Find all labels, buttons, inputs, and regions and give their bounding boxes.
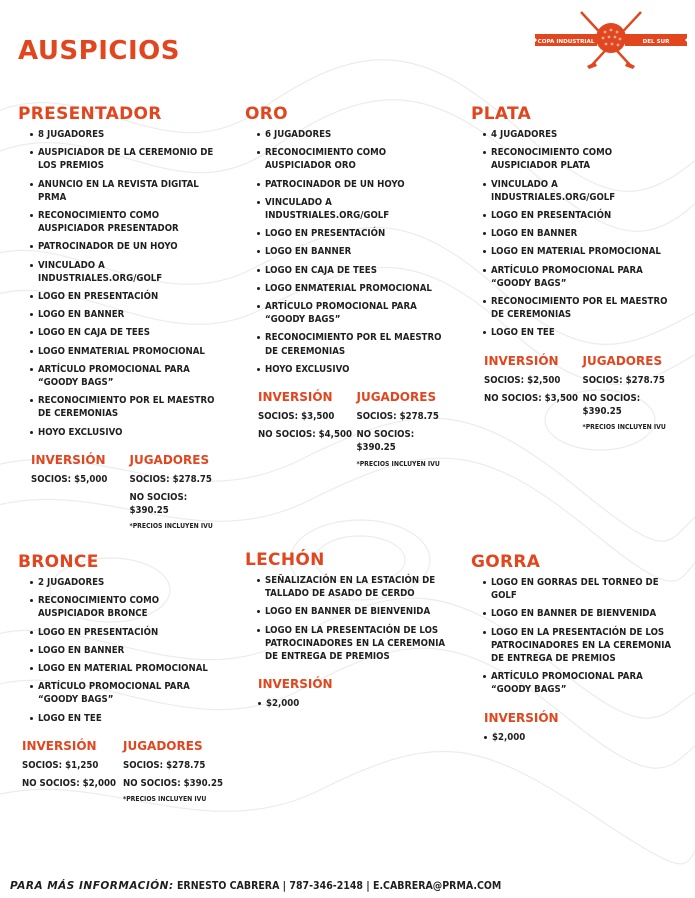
benefit-item: LOGO EN PRESENTACIÓN xyxy=(257,227,455,240)
benefit-item: LOGO EN CAJA DE TEES xyxy=(257,264,455,277)
benefit-item: LOGO ENMATERIAL PROMOCIONAL xyxy=(257,282,455,295)
benefit-item: RECONOCIMIENTO COMO AUSPICIADOR PLATA xyxy=(483,146,681,172)
benefit-list xyxy=(245,128,455,376)
tier-presentador xyxy=(18,104,228,531)
logo-right-text: DEL SUR xyxy=(642,39,670,45)
footer-contact-details: ERNESTO CABRERA | 787-346-2148 | E.CABRERA@PRMA.COM xyxy=(173,880,502,892)
logo-left-text: COPA INDUSTRIAL xyxy=(537,39,595,45)
benefit-item: LOGO EN BANNER DE BIENVENIDA xyxy=(257,605,455,618)
benefit-item: ANUNCIO EN LA REVISTA DIGITAL PRMA xyxy=(30,178,228,204)
tier-name: PRESENTADOR xyxy=(18,104,162,124)
jugadores-heading: JUGADORES xyxy=(356,390,437,405)
jugadores-column xyxy=(130,453,229,532)
inversion-heading: INVERSIÓN xyxy=(484,353,559,368)
copa-industrial-logo xyxy=(531,8,691,70)
tier-oro xyxy=(245,104,455,469)
benefit-list xyxy=(18,128,228,439)
benefit-item: PATROCINADOR DE UN HOYO xyxy=(30,240,228,253)
benefit-item: PATROCINADOR DE UN HOYO xyxy=(257,178,455,191)
benefit-item: 2 JUGADORES xyxy=(30,576,228,589)
jugadores-heading: JUGADORES xyxy=(123,738,203,753)
benefit-item: HOYO EXCLUSIVO xyxy=(30,426,228,439)
benefit-item: LOGO EN LA PRESENTACIÓN DE LOS PATROCINADORES EN LA CEREMONIA DE ENTREGA DE PREMIOS xyxy=(257,624,455,664)
price-list xyxy=(258,697,455,710)
jugadores-socios-price: SOCIOS: $278.75 xyxy=(582,374,665,386)
inversion-heading: INVERSIÓN xyxy=(258,677,333,692)
pricing xyxy=(245,390,455,469)
pricing xyxy=(18,739,228,804)
benefit-item: SEÑALIZACIÓN EN LA ESTACIÓN DE TALLADO DE ASADO DE CERDO xyxy=(257,574,455,600)
benefit-item: LOGO EN PRESENTACIÓN xyxy=(483,209,681,222)
pricing xyxy=(471,711,681,744)
benefit-item: LOGO EN BANNER DE BIENVENIDA xyxy=(483,607,681,620)
benefit-item: LOGO EN MATERIAL PROMOCIONAL xyxy=(30,662,228,675)
benefit-item: ARTÍCULO PROMOCIONAL PARA “GOODY BAGS” xyxy=(483,670,681,696)
benefit-list xyxy=(471,128,681,340)
page-title: AUSPICIOS xyxy=(18,36,180,66)
inversion-heading: INVERSIÓN xyxy=(258,390,333,405)
benefit-item: LOGO EN BANNER xyxy=(483,227,681,240)
benefit-item: LOGO EN TEE xyxy=(483,326,681,339)
no-socios-price: NO SOCIOS: $2,000 xyxy=(22,778,116,790)
pricing xyxy=(245,677,455,710)
price-note: *PRECIOS INCLUYEN IVU xyxy=(123,795,207,804)
tier-plata xyxy=(471,104,681,432)
benefit-item: 4 JUGADORES xyxy=(483,128,681,141)
benefit-item: RECONOCIMIENTO POR EL MAESTRO DE CEREMONIAS xyxy=(30,394,228,420)
jugadores-heading: JUGADORES xyxy=(582,353,663,368)
benefit-item: RECONOCIMIENTO POR EL MAESTRO DE CEREMONIAS xyxy=(483,295,681,321)
price-list xyxy=(484,731,681,744)
footer-label: PARA MÁS INFORMACIÓN: xyxy=(10,880,174,892)
jugadores-socios-price: SOCIOS: $278.75 xyxy=(123,759,206,771)
benefit-list xyxy=(245,574,455,663)
benefit-item: ARTÍCULO PROMOCIONAL PARA “GOODY BAGS” xyxy=(30,363,228,389)
tier-lechon xyxy=(245,550,455,715)
benefit-item: RECONOCIMIENTO COMO AUSPICIADOR ORO xyxy=(257,146,455,172)
jugadores-no-socios-price: NO SOCIOS: $390.25 xyxy=(582,392,641,418)
benefit-item: LOGO EN LA PRESENTACIÓN DE LOS PATROCINADORES EN LA CEREMONIA DE ENTREGA DE PREMIOS xyxy=(483,626,681,666)
jugadores-column xyxy=(123,739,224,804)
jugadores-heading: JUGADORES xyxy=(129,452,210,467)
tier-bronce xyxy=(18,552,228,804)
benefit-item: AUSPICIADOR DE LA CEREMONIO DE LOS PREMIOS xyxy=(30,146,228,172)
benefit-item: RECONOCIMIENTO COMO AUSPICIADOR PRESENTADOR xyxy=(30,209,228,235)
inversion-column xyxy=(31,453,130,532)
benefit-item: LOGO EN BANNER xyxy=(257,245,455,258)
socios-price: SOCIOS: $3,500 xyxy=(258,411,335,423)
price-note: *PRECIOS INCLUYEN IVU xyxy=(356,459,440,468)
tier-gorra xyxy=(471,552,681,749)
footer-contact xyxy=(10,880,501,892)
inversion-heading: INVERSIÓN xyxy=(484,710,559,725)
inversion-heading: INVERSIÓN xyxy=(31,452,106,467)
socios-price: SOCIOS: $2,500 xyxy=(484,374,561,386)
pricing xyxy=(471,354,681,433)
price-item: $2,000 xyxy=(258,697,455,710)
benefit-item: ARTÍCULO PROMOCIONAL PARA “GOODY BAGS” xyxy=(30,680,228,706)
socios-price: SOCIOS: $1,250 xyxy=(22,759,99,771)
benefit-list xyxy=(18,576,228,725)
benefit-item: VINCULADO A INDUSTRIALES.ORG/GOLF xyxy=(257,196,455,222)
benefit-item: LOGO EN MATERIAL PROMOCIONAL xyxy=(483,245,681,258)
no-socios-price: NO SOCIOS: $3,500 xyxy=(484,392,578,404)
benefit-list xyxy=(471,576,681,697)
price-item: $2,000 xyxy=(484,731,681,744)
pricing xyxy=(18,453,228,532)
price-note: *PRECIOS INCLUYEN IVU xyxy=(129,522,213,531)
benefit-item: LOGO EN BANNER xyxy=(30,644,228,657)
benefit-item: LOGO ENMATERIAL PROMOCIONAL xyxy=(30,345,228,358)
jugadores-no-socios-price: NO SOCIOS: $390.25 xyxy=(129,492,188,517)
jugadores-column xyxy=(583,354,682,433)
inversion-column xyxy=(258,390,357,469)
benefit-item: LOGO EN GORRAS DEL TORNEO DE GOLF xyxy=(483,576,681,602)
benefit-item: RECONOCIMIENTO COMO AUSPICIADOR BRONCE xyxy=(30,594,228,620)
tier-name: PLATA xyxy=(471,104,532,124)
tier-name: LECHÓN xyxy=(245,550,325,570)
inversion-column xyxy=(22,739,123,804)
inversion-column xyxy=(484,354,583,433)
tier-name: GORRA xyxy=(471,552,541,572)
inversion-heading: INVERSIÓN xyxy=(22,738,97,753)
benefit-item: ARTÍCULO PROMOCIONAL PARA “GOODY BAGS” xyxy=(257,300,455,326)
benefit-item: LOGO EN CAJA DE TEES xyxy=(30,326,228,339)
benefit-item: LOGO EN BANNER xyxy=(30,308,228,321)
benefit-item: RECONOCIMIENTO POR EL MAESTRO DE CEREMONIAS xyxy=(257,331,455,357)
jugadores-socios-price: SOCIOS: $278.75 xyxy=(129,473,212,485)
benefit-item: HOYO EXCLUSIVO xyxy=(257,363,455,376)
benefit-item: LOGO EN TEE xyxy=(30,712,228,725)
jugadores-column xyxy=(357,390,456,469)
tier-name: BRONCE xyxy=(18,552,99,572)
price-note: *PRECIOS INCLUYEN IVU xyxy=(582,423,666,432)
jugadores-no-socios-price: NO SOCIOS: $390.25 xyxy=(123,778,223,790)
jugadores-no-socios-price: NO SOCIOS: $390.25 xyxy=(356,429,415,454)
benefit-item: LOGO EN PRESENTACIÓN xyxy=(30,290,228,303)
benefit-item: 6 JUGADORES xyxy=(257,128,455,141)
tier-name: ORO xyxy=(245,104,288,124)
benefit-item: LOGO EN PRESENTACIÓN xyxy=(30,626,228,639)
socios-price: SOCIOS: $5,000 xyxy=(31,473,108,485)
no-socios-price: NO SOCIOS: $4,500 xyxy=(258,429,352,441)
benefit-item: VINCULADO A INDUSTRIALES.ORG/GOLF xyxy=(30,259,228,285)
benefit-item: ARTÍCULO PROMOCIONAL PARA “GOODY BAGS” xyxy=(483,264,681,290)
benefit-item: VINCULADO A INDUSTRIALES.ORG/GOLF xyxy=(483,178,681,204)
benefit-item: 8 JUGADORES xyxy=(30,128,228,141)
jugadores-socios-price: SOCIOS: $278.75 xyxy=(356,411,439,423)
